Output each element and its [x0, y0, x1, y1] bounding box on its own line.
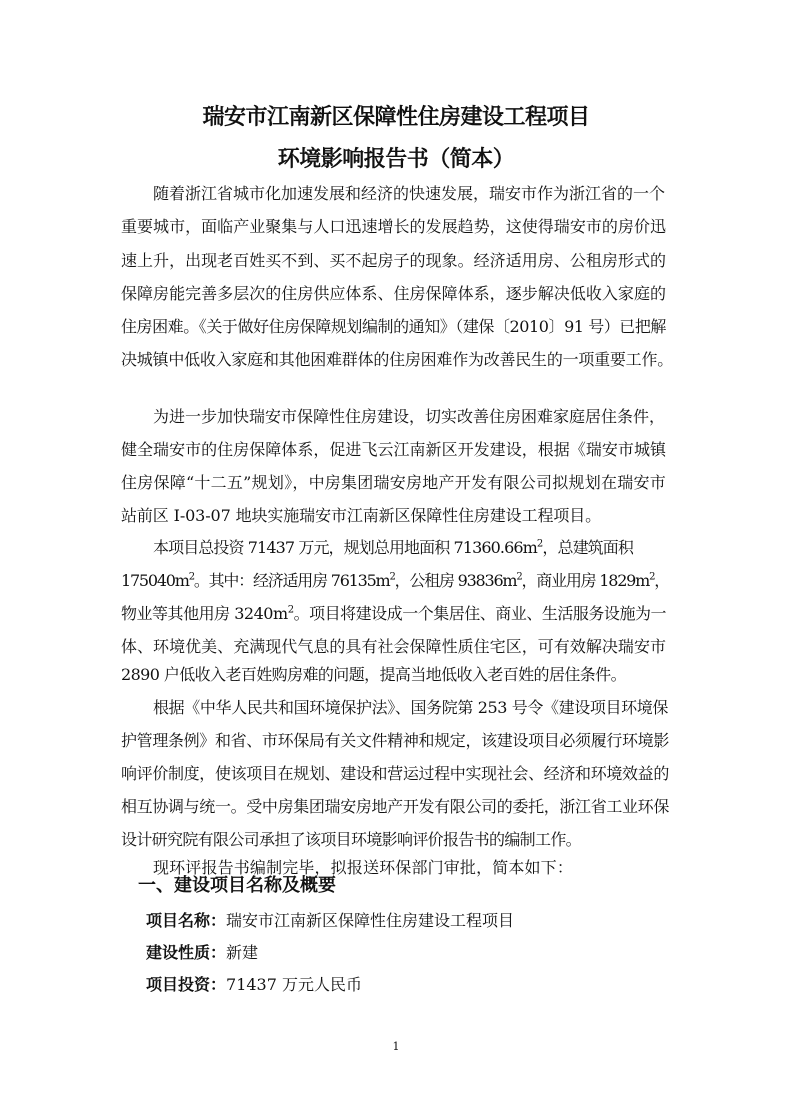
- text-line: 物业等其他用房 $3240m^2$。项目将建设成一个集居住、商业、生活服务设施为一: [121, 604, 666, 623]
- document-subtitle: 环境影响报告书（简本）: [277, 147, 515, 172]
- text-line: 速上升，出现老百姓买不到、买不起房子的现象。经济适用房、公租房形式的: [121, 251, 666, 270]
- text-line: 设计研究院有限公司承担了该项目环境影响评价报告书的编制工作。: [121, 830, 581, 849]
- text-line: 保障房能完善多层次的住房供应体系、住房保障体系，逐步解决低收入家庭的: [121, 284, 666, 303]
- text-line: 住房困难。《关于做好住房保障规划编制的通知》（建保〔2010〕91 号）已把解: [121, 317, 666, 336]
- field-value: 瑞安市江南新区保障性住房建设工程项目: [226, 911, 515, 930]
- field-value: 新建: [226, 943, 259, 962]
- text-line: 重要城市，面临产业聚集与人口迅速增长的发展趋势，这使得瑞安市的房价迅: [121, 217, 666, 236]
- text-line: 决城镇中低收入家庭和其他困难群体的住房困难作为改善民生的一项重要工作。: [121, 350, 673, 369]
- text-line: 响评价制度，使该项目在规划、建设和营运过程中实现社会、经济和环境效益的: [121, 764, 669, 783]
- text-line: 体、环境优美、充满现代气息的具有社会保障性质住宅区，可有效解决瑞安市: [121, 637, 666, 656]
- text-line: $175040m^2$。其中：经济适用房 $76135m^2$，公租房 $93836m^2$，商业用房 $1829m^2$，: [121, 571, 670, 590]
- text-line: 健全瑞安市的住房保障体系，促进飞云江南新区开发建设，根据《瑞安市城镇: [121, 440, 666, 459]
- field-label: 项目投资：: [146, 975, 227, 994]
- field-label: 建设性质：: [146, 943, 227, 962]
- text-line: 住房保障“十二五”规划》，中房集团瑞安房地产开发有限公司拟规划在瑞安市: [121, 473, 666, 492]
- text-line: 2890 户低收入老百姓购房难的问题，提高当地低收入老百姓的居住条件。: [121, 665, 626, 684]
- text-line: 现环评报告书编制完毕，拟报送环保部门审批，简本如下：: [153, 858, 573, 877]
- text-line: 根据《中华人民共和国环境保护法》、国务院第 253 号令《建设项目环境保: [153, 698, 668, 717]
- field-project-investment: [146, 974, 362, 996]
- field-construction-nature: [146, 942, 258, 964]
- text-line: 相互协调与统一。受中房集团瑞安房地产开发有限公司的委托，浙江省工业环保: [121, 797, 669, 816]
- field-value: 71437 万元人民币: [226, 975, 363, 994]
- text-line: 随着浙江省城市化加速发展和经济的快速发展，瑞安市作为浙江省的一个: [153, 184, 665, 203]
- text-line: 站前区 I-03-07 地块实施瑞安市江南新区保障性住房建设工程项目。: [121, 506, 601, 525]
- text-line: 为进一步加快瑞安市保障性住房建设，切实改善住房困难家庭居住条件，: [153, 407, 665, 426]
- field-project-name: [146, 910, 514, 932]
- text-line: 本项目总投资 71437 万元，规划总用地面积 $71360.66m^2$，总建筑面积: [153, 538, 633, 557]
- section-heading: 一、建设项目名称及概要: [138, 875, 336, 896]
- text-line: 护管理条例》和省、市环保局有关文件精神和规定，该建设项目必须履行环境影: [121, 731, 669, 750]
- page-number: 1: [392, 1040, 400, 1053]
- document-title: 瑞安市江南新区保障性住房建设工程项目: [202, 105, 590, 130]
- field-label: 项目名称：: [146, 911, 227, 930]
